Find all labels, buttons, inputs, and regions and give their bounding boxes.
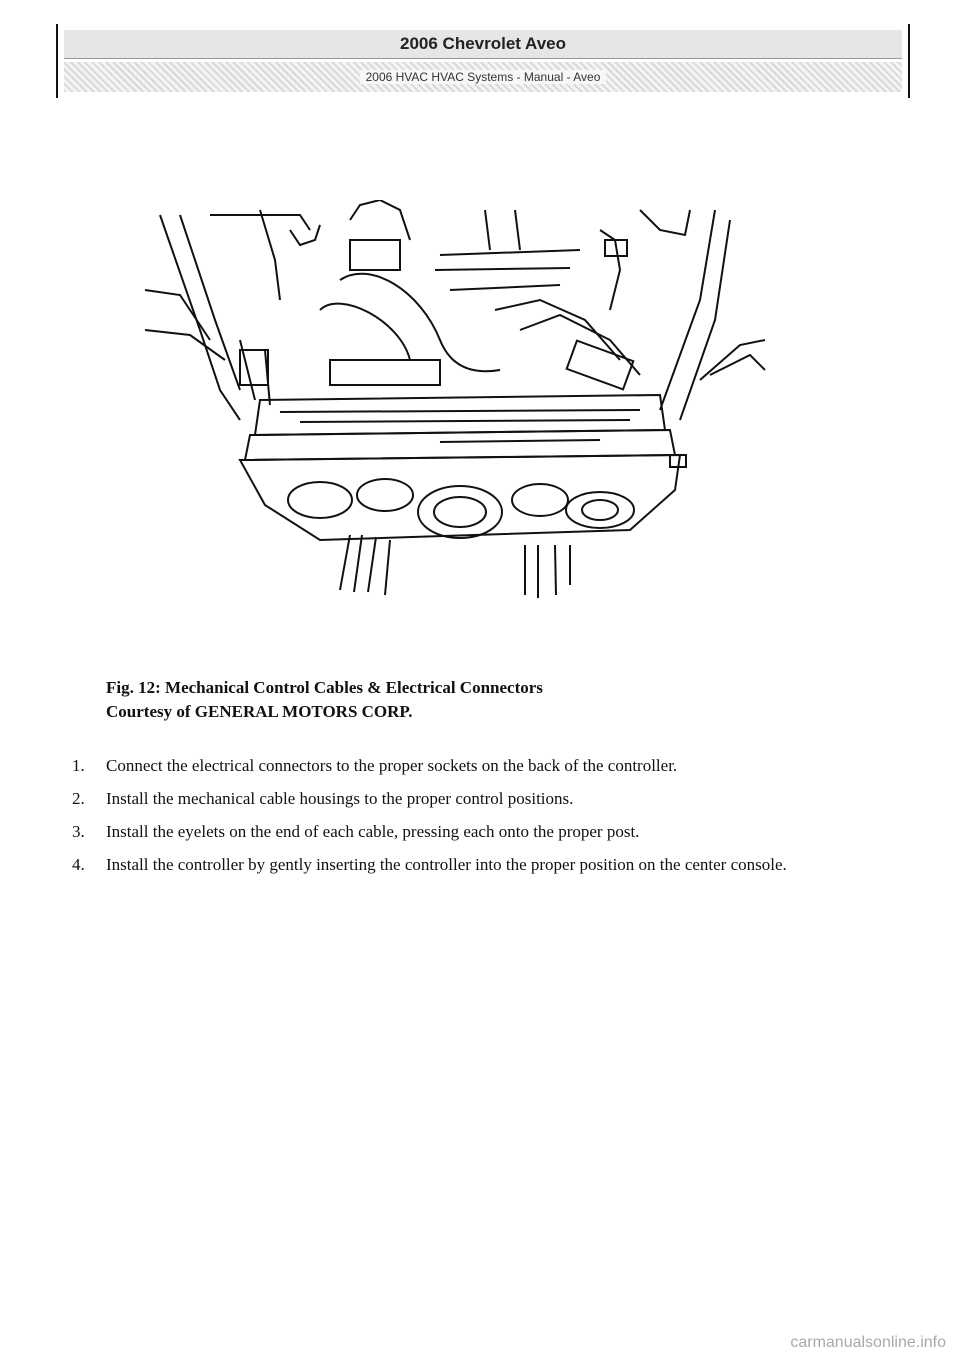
step-number: 4. [72,855,85,874]
figure-caption [106,676,826,724]
caption-title: Fig. 12: Mechanical Control Cables & Electrical Connectors [106,678,543,697]
installation-steps [72,754,892,886]
step-number: 1. [72,756,85,775]
step-number: 2. [72,789,85,808]
list-item [72,820,892,844]
step-text: Connect the electrical connectors to the proper sockets on the back of the controller. [106,756,678,775]
step-text: Install the mechanical cable housings to the proper control positions. [106,789,574,808]
page-header [56,24,910,98]
controller-illustration [140,200,780,600]
caption-credit: Courtesy of GENERAL MOTORS CORP. [106,702,413,721]
document-subtitle [64,62,902,92]
list-item [72,853,892,877]
list-item [72,754,892,778]
watermark: carmanualsonline.info [790,1334,946,1351]
subtitle-text: 2006 HVAC HVAC Systems - Manual - Aveo [360,70,607,84]
step-text: Install the eyelets on the end of each cable, pressing each onto the proper post. [106,822,640,841]
list-item [72,787,892,811]
document-title: 2006 Chevrolet Aveo [64,30,902,59]
step-text: Install the controller by gently inserting the controller into the proper position on the center console. [106,855,787,874]
step-number: 3. [72,822,85,841]
